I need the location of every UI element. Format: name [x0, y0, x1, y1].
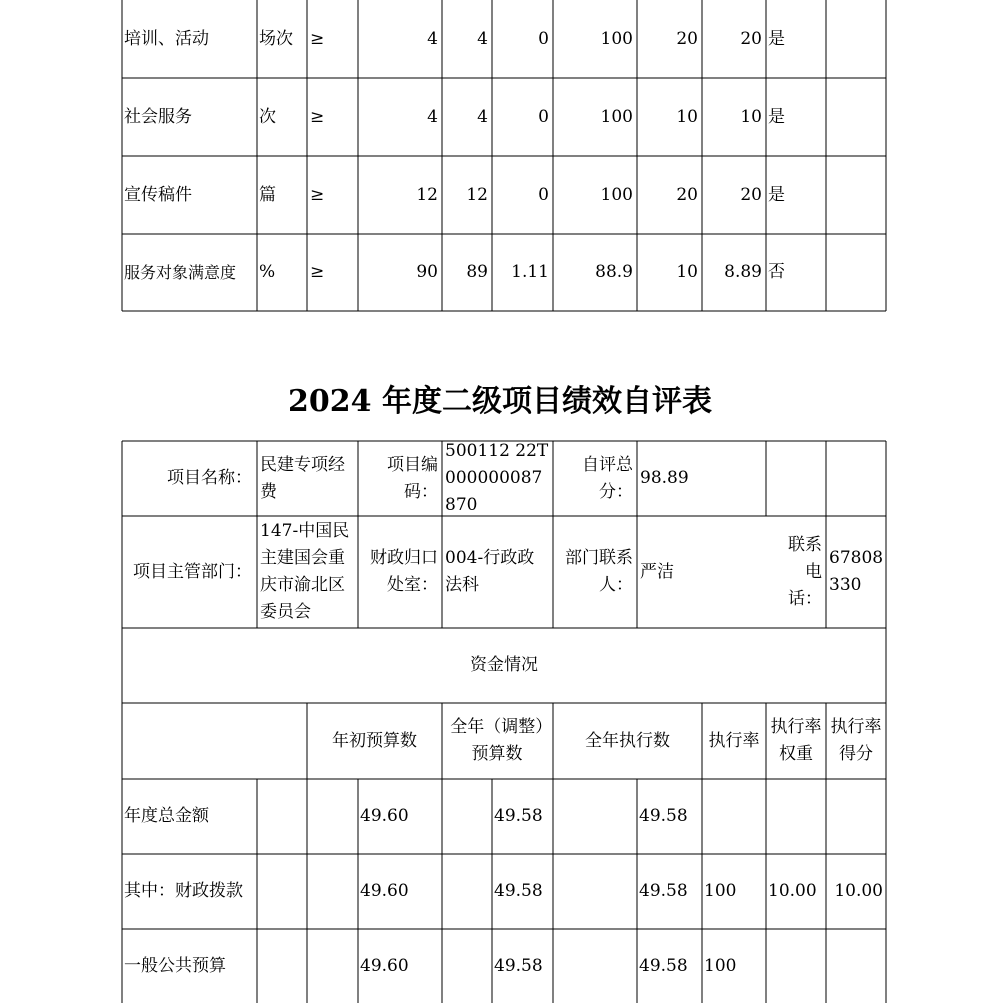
fund-row-label: 一般公共预算 — [124, 955, 226, 976]
department-label: 项目主管部门： — [133, 561, 252, 582]
fund-initial: 49.60 — [360, 955, 409, 976]
indicator-name: 社会服务 — [124, 106, 192, 127]
indicator-actual: 12 — [466, 184, 488, 205]
indicator-weight: 20 — [676, 28, 698, 49]
indicator-actual: 4 — [477, 28, 488, 49]
fund-rate-weight — [768, 929, 825, 1003]
indicator-target: 4 — [427, 106, 438, 127]
fund-executed: 49.58 — [639, 881, 688, 901]
header-rate-weight: 执行率权重 — [770, 717, 822, 764]
indicator-met: 否 — [768, 262, 785, 282]
indicator-rate: 100 — [600, 106, 633, 127]
indicator-deviation: 0 — [538, 184, 549, 205]
header-adjusted-budget: 全年（调整）预算数 — [450, 717, 544, 764]
header-executed: 全年执行数 — [585, 730, 670, 751]
indicator-actual: 4 — [477, 106, 488, 127]
project-code-value: 500112 22T000000087870 — [445, 441, 549, 515]
page-title: 2024 年度二级项目绩效自评表 — [288, 384, 712, 419]
project-code-label: 项目编码： — [387, 454, 438, 502]
indicator-rate: 88.9 — [595, 262, 633, 282]
header-rate-score: 执行率得分 — [830, 717, 882, 764]
fund-adjusted: 49.58 — [494, 955, 543, 976]
contact-label: 部门联系人： — [565, 548, 633, 595]
indicator-name: 培训、活动 — [124, 28, 209, 49]
fund-executed: 49.58 — [639, 806, 688, 826]
indicator-target: 4 — [427, 28, 438, 49]
finance-office-value: 004-行政政法科 — [445, 548, 535, 595]
department-value: 147-中国民主建国会重庆市渝北区委员会 — [260, 521, 350, 622]
indicator-score: 20 — [740, 28, 762, 49]
indicator-met: 是 — [768, 106, 785, 127]
indicator-target: 90 — [416, 262, 438, 282]
project-name-label: 项目名称： — [167, 468, 252, 488]
fund-exec-rate — [704, 779, 765, 854]
fund-adjusted: 49.58 — [494, 881, 543, 901]
fund-rate-score — [827, 779, 883, 854]
indicator-unit: % — [259, 262, 276, 282]
indicator-rate: 100 — [600, 184, 633, 205]
fund-executed: 49.58 — [639, 955, 688, 976]
fund-adjusted: 49.58 — [494, 806, 543, 826]
fund-rate-score — [827, 929, 883, 1003]
fund-exec-rate: 100 — [704, 881, 737, 901]
indicator-actual: 89 — [466, 262, 488, 282]
indicator-weight: 10 — [676, 106, 698, 127]
phone-label: 联系电话： — [788, 534, 822, 609]
indicator-weight: 10 — [676, 262, 698, 282]
indicator-met: 是 — [768, 184, 785, 205]
header-initial-budget: 年初预算数 — [332, 730, 417, 751]
indicator-score: 20 — [740, 184, 762, 205]
indicator-unit: 次 — [259, 106, 276, 127]
indicator-met: 是 — [768, 28, 785, 49]
header-exec-rate: 执行率 — [708, 730, 760, 751]
indicator-name: 宣传稿件 — [124, 184, 192, 205]
indicator-rate: 100 — [600, 28, 633, 49]
phone-value: 67808330 — [829, 548, 884, 595]
indicator-deviation: 0 — [538, 28, 549, 49]
fund-row-label: 年度总金额 — [124, 806, 209, 826]
indicator-operator: ≥ — [310, 262, 325, 282]
indicator-score: 10 — [740, 106, 762, 127]
contact-value: 严洁 — [640, 561, 674, 582]
fund-exec-rate: 100 — [704, 955, 737, 976]
indicator-operator: ≥ — [310, 184, 325, 205]
indicator-weight: 20 — [676, 184, 698, 205]
self-score-value: 98.89 — [640, 468, 689, 488]
project-name-value: 民建专项经费 — [260, 454, 345, 502]
fund-initial: 49.60 — [360, 806, 409, 826]
fund-rate-score: 10.00 — [834, 881, 883, 901]
self-score-label: 自评总分： — [582, 454, 633, 502]
fund-rate-weight: 10.00 — [768, 881, 817, 901]
funds-section-title: 资金情况 — [470, 655, 538, 675]
indicator-name: 服务对象满意度 — [124, 263, 237, 282]
indicator-unit: 篇 — [259, 184, 276, 205]
indicator-target: 12 — [416, 184, 438, 205]
indicator-operator: ≥ — [310, 28, 325, 49]
fund-row-label: 其中：财政拨款 — [124, 881, 243, 901]
fund-rate-weight — [768, 779, 825, 854]
indicator-deviation: 1.11 — [511, 262, 549, 282]
fund-initial: 49.60 — [360, 881, 409, 901]
indicator-unit: 场次 — [259, 28, 293, 49]
indicator-operator: ≥ — [310, 106, 325, 127]
indicator-deviation: 0 — [538, 106, 549, 127]
finance-office-label: 财政归口处室： — [370, 548, 438, 595]
indicator-score: 8.89 — [724, 262, 762, 282]
